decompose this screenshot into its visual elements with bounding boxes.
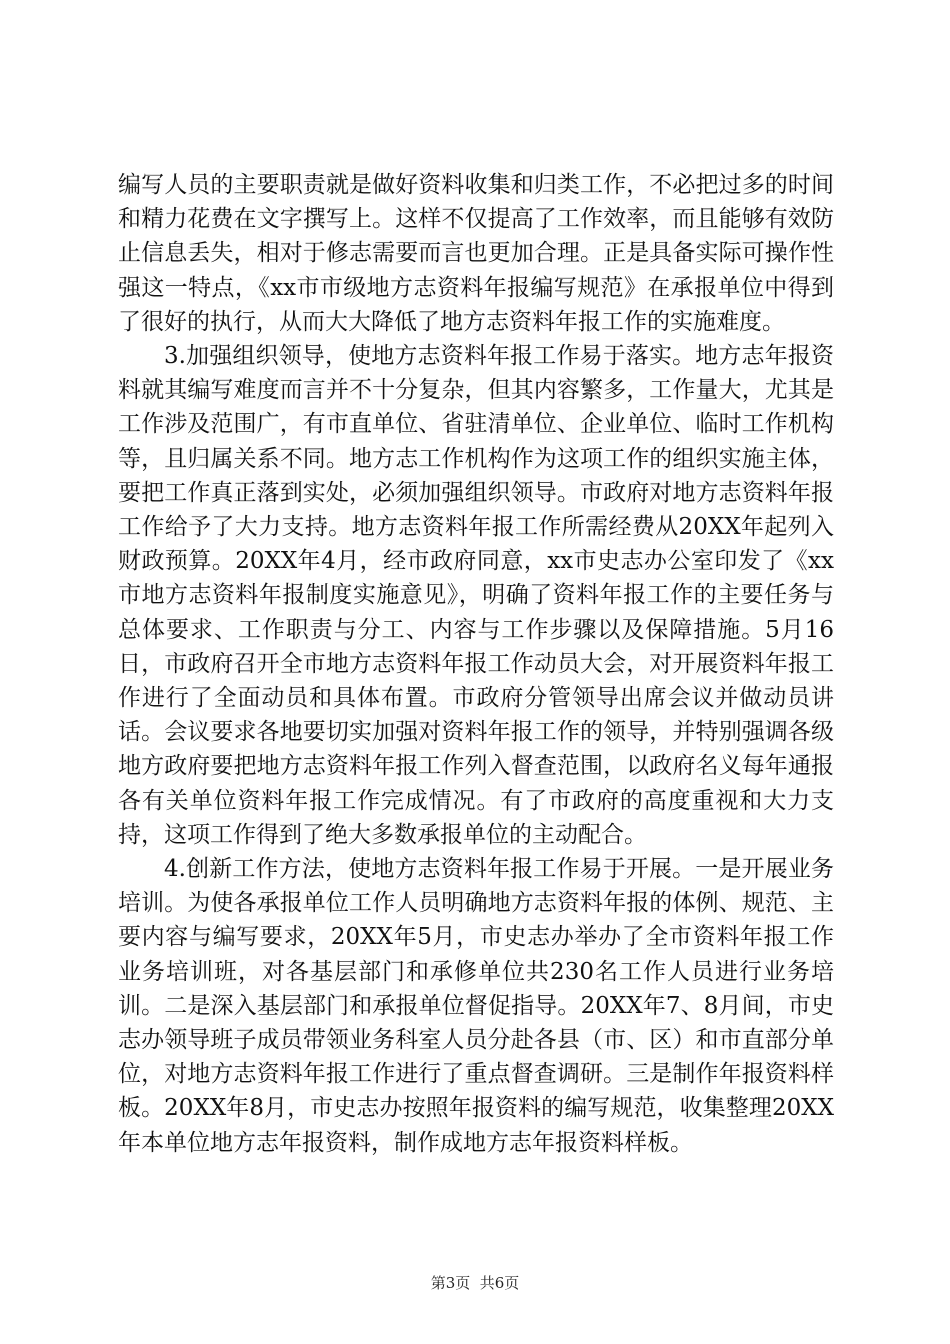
page-number-label: 第3页 共6页: [430, 1274, 520, 1292]
paragraph-2: 3.加强组织领导，使地方志资料年报工作易于落实。地方志年报资料就其编写难度而言并不十分复杂，但其内容繁多，工作量大，尤其是工作涉及范围广，有市直单位、省驻清单位、企业单位、临时工作机构等，且归属关系不同。地方志工作机构作为这项工作的组织实施主体，要把工作真正落到实处，必须加强组织领导。市政府对地方志资料年报工作给予了大力支持。地方志资料年报工作所需经费从20XX年起列入财政预算。20XX年4月，经市政府同意，xx市史志办公室印发了《xx市地方志资料年报制度实施意见》，明确了资料年报工作的主要任务与总体要求、工作职责与分工、内容与工作步骤以及保障措施。5月16日，市政府召开全市地方志资料年报工作动员大会，对开展资料年报工作进行了全面动员和具体布置。市政府分管领导出席会议并做动员讲话。会议要求各地要切实加强对资料年报工作的领导，并特别强调各级地方政府要把地方志资料年报工作列入督查范围，以政府名义每年通报各有关单位资料年报工作完成情况。有了市政府的高度重视和大力支持，这项工作得到了绝大多数承报单位的主动配合。: [118, 343, 834, 848]
paragraph-1: 编写人员的主要职责就是做好资料收集和归类工作，不必把过多的时间和精力花费在文字撰写上。这样不仅提高了工作效率，而且能够有效防止信息丢失，相对于修志需要而言也更加合理。正是具备实际可操作性强这一特点，《xx市市级地方志资料年报编写规范》在承报单位中得到了很好的执行，从而大大降低了地方志资料年报工作的实施难度。: [118, 172, 834, 335]
page-footer: [0, 1272, 950, 1293]
paragraph-3: 4.创新工作方法，使地方志资料年报工作易于开展。一是开展业务培训。为使各承报单位工作人员明确地方志资料年报的体例、规范、主要内容与编写要求，20XX年5月，市史志办举办了全市资料年报工作业务培训班，对各基层部门和承修单位共230名工作人员进行业务培训。二是深入基层部门和承报单位督促指导。20XX年7、8月间，市史志办领导班子成员带领业务科室人员分赴各县（市、区）和市直部分单位，对地方志资料年报工作进行了重点督查调研。三是制作年报资料样板。20XX年8月，市史志办按照年报资料的编写规范，收集整理20XX年本单位地方志年报资料，制作成地方志年报资料样板。: [118, 856, 834, 1156]
document-body: [118, 168, 834, 1160]
